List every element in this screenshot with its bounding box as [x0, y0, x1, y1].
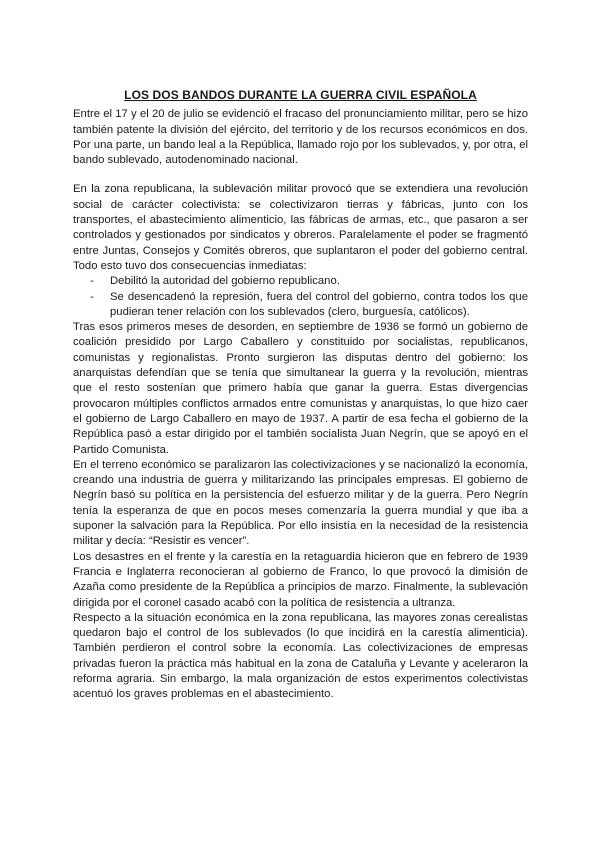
paragraph-economic-situation: Respecto a la situación económica en la zona republicana, las mayores zonas cerealistas quedaron bajo el control de los sublevados (lo que incidirá en la carestía alimenticia). También perdieron el control sobre la economía. Las colectivizaciones de empresas privadas fueron la práctica más habitual en la zona de Cataluña y Levante y aceleraron la reforma agraria. Sin embargo, la mala organización de estos experimentos colectivistas acentuó los graves problemas en el abastecimiento. — [73, 611, 528, 701]
paragraph-coalition-government: Tras esos primeros meses de desorden, en septiembre de 1936 se formó un gobierno de coalición presidido por Largo Caballero y constituido por socialistas, republicanos, comunistas y regionalistas. Pronto surgieron las disputas dentro del gobierno: los anarquistas defendían que se tenía que simultanear la guerra y la revolución, mientras que el resto sostenían que primero había que ganar la guerra. Estas divergencias provocaron múltiples conflictos armados entre comunistas y anarquistas, lo que hizo caer el gobierno de Largo Caballero en mayo de 1937. A partir de esa fecha el gobierno de la República pasó a estar dirigido por el también socialista Juan Negrín, que se apoyó en el Partido Comunista. — [73, 321, 528, 456]
document-page — [73, 88, 528, 703]
paragraph-intro: Entre el 17 y el 20 de julio se evidenció el fracaso del pronunciamiento militar, pero se hizo también patente la división del ejército, del territorio y de los recursos económicos en dos. Por una parte, un bando leal a la República, llamado rojo por los sublevados, y, por otra, el bando sublevado, autodenominado nacional. — [73, 108, 528, 167]
list-item-text: Se desencadenó la represión, fuera del control del gobierno, contra todos los que pudieran tener relación con los sublevados (clero, burguesía, católicos). — [110, 290, 528, 318]
consequences-list — [73, 274, 528, 320]
paragraph-gap — [73, 168, 528, 182]
list-item — [73, 290, 528, 321]
bullet-dash: - — [90, 275, 94, 288]
paragraph-republican-zone: En la zona republicana, la sublevación militar provocó que se extendiera una revolución social de carácter colectivista: se colectivizaron tierras y fábricas, junto con los transportes, el abastecimiento alimenticio, las fábricas de armas, etc., que pasaron a ser controlados y gestionados por sindicatos y obreros. Paralelamente el poder se fragmentó entre Juntas, Consejos y Comités obreros, que suplantaron el poder del gobierno central. Todo esto tuvo dos consecuencias inmediatas: — [73, 183, 528, 272]
list-item-text: Debilitó la autoridad del gobierno republicano. — [110, 275, 340, 288]
bullet-dash: - — [90, 290, 94, 303]
paragraph-final-disasters: Los desastres en el frente y la carestía en la retaguardia hicieron que en febrero de 1939 Francia e Inglaterra reconocieran al gobierno de Franco, lo que provocó la dimisión de Azaña como presidente de la República a principios de marzo. Finalmente, la sublevación dirigida por el coronel casado acabó con la política de resistencia a ultranza. — [73, 550, 528, 609]
list-item — [73, 274, 528, 289]
paragraph-economy: En el terreno económico se paralizaron las colectivizaciones y se nacionalizó la economía, creando una industria de guerra y militarizando las principales empresas. El gobierno de Negrín basó su política en la persistencia del esfuerzo militar y de la guerra. Pero Negrín tenía la esperanza de que en pocos meses comenzaría la guerra mundial y que iba a suponer la salvación para la República. Por ello insistía en la necesidad de la resistencia militar y decía: “Resistir es vencer”. — [73, 458, 528, 548]
document-title: LOS DOS BANDOS DURANTE LA GUERRA CIVIL ESPAÑOLA — [124, 88, 477, 102]
